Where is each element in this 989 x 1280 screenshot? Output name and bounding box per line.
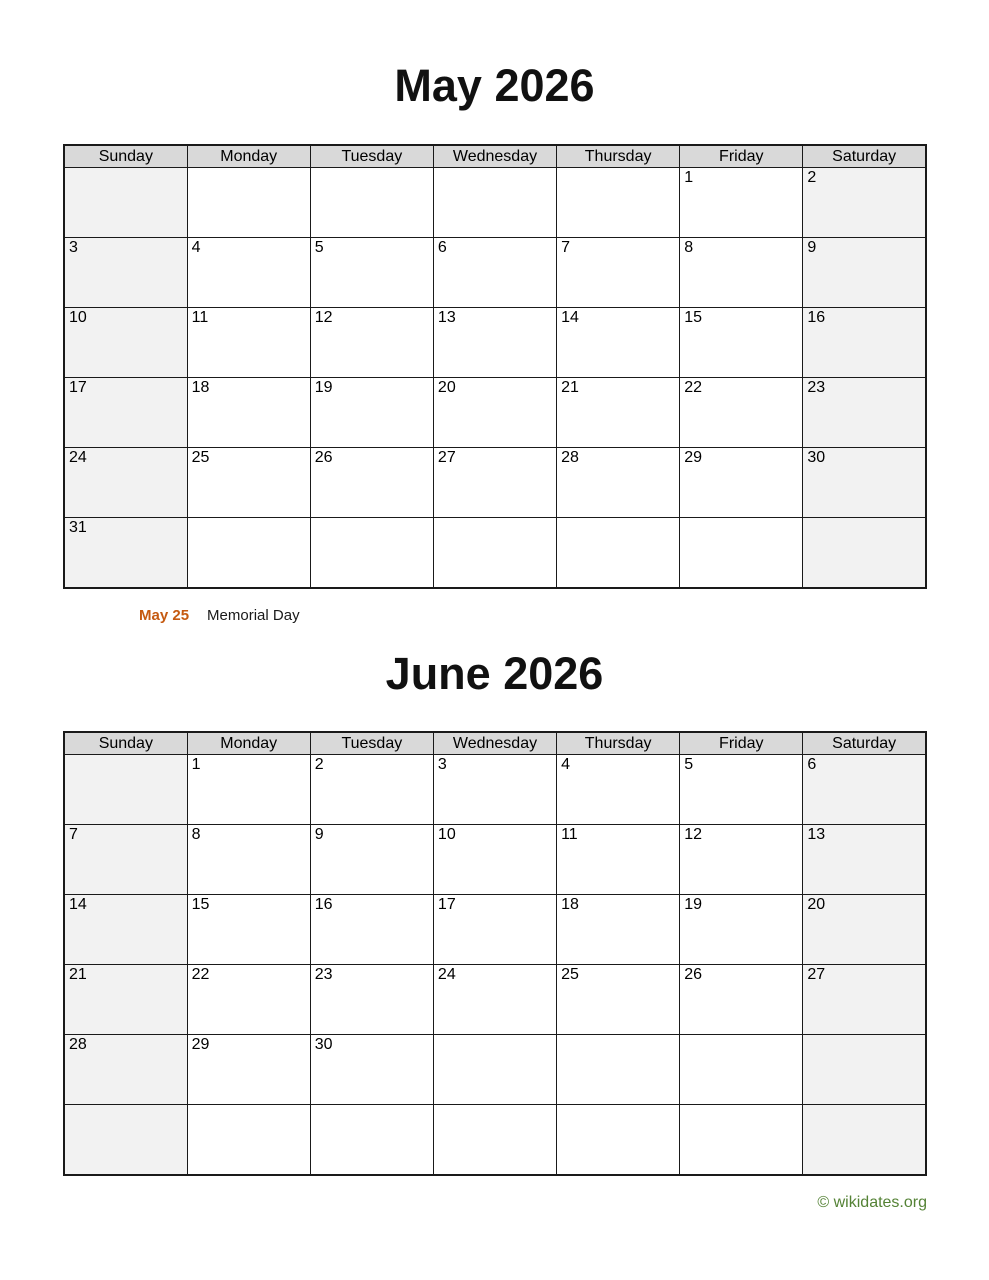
weekday-header-thursday: Thursday	[557, 732, 680, 755]
empty-day-cell	[187, 168, 310, 238]
day-cell: 16	[803, 308, 926, 378]
june-calendar-body	[64, 755, 926, 1176]
weekday-header-wednesday: Wednesday	[433, 732, 556, 755]
may-month-title: May 2026	[394, 60, 595, 111]
day-cell: 28	[64, 1035, 187, 1105]
day-cell: 4	[187, 238, 310, 308]
week-row	[64, 518, 926, 589]
week-row	[64, 308, 926, 378]
day-cell: 27	[433, 448, 556, 518]
day-cell: 6	[803, 755, 926, 825]
day-cell: 21	[64, 965, 187, 1035]
day-cell: 21	[557, 378, 680, 448]
day-cell: 26	[310, 448, 433, 518]
day-cell: 12	[310, 308, 433, 378]
day-cell: 24	[433, 965, 556, 1035]
day-cell: 8	[187, 825, 310, 895]
day-cell: 23	[803, 378, 926, 448]
day-cell: 17	[433, 895, 556, 965]
day-cell: 8	[680, 238, 803, 308]
day-cell: 22	[680, 378, 803, 448]
week-row	[64, 168, 926, 238]
day-cell: 12	[680, 825, 803, 895]
weekday-header-saturday: Saturday	[803, 145, 926, 168]
week-row	[64, 1105, 926, 1176]
empty-day-cell	[187, 518, 310, 589]
week-row	[64, 825, 926, 895]
day-cell: 24	[64, 448, 187, 518]
day-cell: 30	[310, 1035, 433, 1105]
weekday-header-friday: Friday	[680, 145, 803, 168]
day-cell: 13	[433, 308, 556, 378]
day-cell: 19	[310, 378, 433, 448]
day-cell: 3	[433, 755, 556, 825]
day-cell: 22	[187, 965, 310, 1035]
june-month-title: June 2026	[385, 648, 604, 699]
empty-day-cell	[803, 1105, 926, 1176]
day-cell: 16	[310, 895, 433, 965]
day-cell: 6	[433, 238, 556, 308]
day-cell: 9	[310, 825, 433, 895]
day-cell: 10	[64, 308, 187, 378]
may-weekday-header-row	[64, 145, 926, 168]
weekday-header-friday: Friday	[680, 732, 803, 755]
day-cell: 1	[187, 755, 310, 825]
empty-day-cell	[803, 1035, 926, 1105]
day-cell: 30	[803, 448, 926, 518]
day-cell: 18	[187, 378, 310, 448]
day-cell: 25	[187, 448, 310, 518]
empty-day-cell	[557, 1105, 680, 1176]
june-calendar-table	[63, 731, 927, 1176]
empty-day-cell	[803, 518, 926, 589]
day-cell: 7	[557, 238, 680, 308]
day-cell: 20	[803, 895, 926, 965]
week-row	[64, 895, 926, 965]
empty-day-cell	[680, 1035, 803, 1105]
weekday-header-tuesday: Tuesday	[310, 145, 433, 168]
empty-day-cell	[557, 168, 680, 238]
empty-day-cell	[64, 755, 187, 825]
day-cell: 23	[310, 965, 433, 1035]
holiday-note	[139, 606, 300, 626]
weekday-header-monday: Monday	[187, 145, 310, 168]
empty-day-cell	[557, 1035, 680, 1105]
may-calendar-body	[64, 168, 926, 589]
week-row	[64, 448, 926, 518]
empty-day-cell	[187, 1105, 310, 1176]
weekday-header-sunday: Sunday	[64, 145, 187, 168]
empty-day-cell	[557, 518, 680, 589]
day-cell: 18	[557, 895, 680, 965]
may-calendar-table	[63, 144, 927, 589]
empty-day-cell	[680, 518, 803, 589]
weekday-header-row	[64, 732, 926, 755]
day-cell: 29	[680, 448, 803, 518]
day-cell: 11	[187, 308, 310, 378]
day-cell: 17	[64, 378, 187, 448]
weekday-header-monday: Monday	[187, 732, 310, 755]
day-cell: 13	[803, 825, 926, 895]
empty-day-cell	[433, 1105, 556, 1176]
empty-day-cell	[433, 1035, 556, 1105]
weekday-header-saturday: Saturday	[803, 732, 926, 755]
day-cell: 29	[187, 1035, 310, 1105]
week-row	[64, 238, 926, 308]
empty-day-cell	[310, 1105, 433, 1176]
day-cell: 7	[64, 825, 187, 895]
holiday-label: Memorial Day	[207, 607, 300, 624]
day-cell: 28	[557, 448, 680, 518]
weekday-header-tuesday: Tuesday	[310, 732, 433, 755]
day-cell: 14	[64, 895, 187, 965]
day-cell: 2	[803, 168, 926, 238]
weekday-header-wednesday: Wednesday	[433, 145, 556, 168]
day-cell: 4	[557, 755, 680, 825]
day-cell: 10	[433, 825, 556, 895]
day-cell: 20	[433, 378, 556, 448]
day-cell: 9	[803, 238, 926, 308]
weekday-header-thursday: Thursday	[557, 145, 680, 168]
empty-day-cell	[433, 168, 556, 238]
day-cell: 25	[557, 965, 680, 1035]
holiday-date: May 25	[139, 607, 190, 624]
day-cell: 27	[803, 965, 926, 1035]
empty-day-cell	[310, 168, 433, 238]
day-cell: 5	[680, 755, 803, 825]
weekday-header-sunday: Sunday	[64, 732, 187, 755]
empty-day-cell	[680, 1105, 803, 1176]
day-cell: 5	[310, 238, 433, 308]
day-cell: 1	[680, 168, 803, 238]
day-cell: 15	[680, 308, 803, 378]
day-cell: 2	[310, 755, 433, 825]
week-row	[64, 378, 926, 448]
day-cell: 31	[64, 518, 187, 589]
empty-day-cell	[64, 1105, 187, 1176]
week-row	[64, 755, 926, 825]
week-row	[64, 1035, 926, 1105]
empty-day-cell	[433, 518, 556, 589]
day-cell: 3	[64, 238, 187, 308]
empty-day-cell	[64, 168, 187, 238]
week-row	[64, 965, 926, 1035]
empty-day-cell	[310, 518, 433, 589]
june-weekday-header-row	[64, 732, 926, 755]
wikidates-credit-link[interactable]: © wikidates.org	[817, 1194, 927, 1211]
day-cell: 19	[680, 895, 803, 965]
day-cell: 15	[187, 895, 310, 965]
day-cell: 26	[680, 965, 803, 1035]
weekday-header-row	[64, 145, 926, 168]
day-cell: 11	[557, 825, 680, 895]
day-cell: 14	[557, 308, 680, 378]
